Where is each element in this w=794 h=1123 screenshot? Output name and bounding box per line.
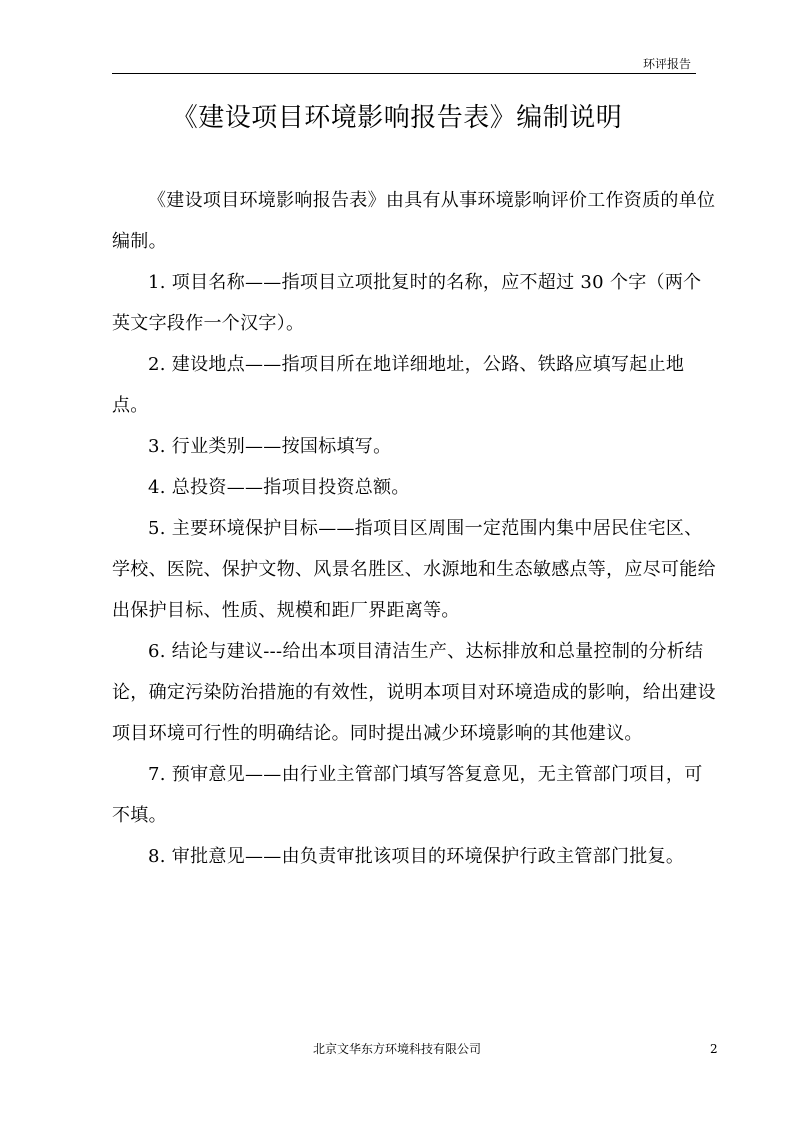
document-body xyxy=(112,180,718,877)
page-number: 2 xyxy=(710,1042,718,1056)
intro-paragraph: 《建设项目环境影响报告表》由具有从事环境影响评价工作资质的单位编制。 xyxy=(112,190,716,252)
running-header: 环评报告 xyxy=(642,57,691,71)
header-divider xyxy=(112,73,696,74)
item-pre-review: 7. 预审意见——由行业主管部门填写答复意见，无主管部门项目，可不填。 xyxy=(112,764,703,826)
item-protection-targets: 5. 主要环境保护目标——指项目区周围一定范围内集中居民住宅区、学校、医院、保护文物、风景名胜区、水源地和生态敏感点等，应尽可能给出保护目标、性质、规模和距厂界距离等。 xyxy=(112,518,716,621)
footer-company: 北京文华东方环境科技有限公司 xyxy=(312,1042,481,1056)
item-approval: 8. 审批意见——由负责审批该项目的环境保护行政主管部门批复。 xyxy=(148,846,685,867)
item-total-investment: 4. 总投资——指项目投资总额。 xyxy=(148,477,410,498)
item-industry-category: 3. 行业类别——按国标填写。 xyxy=(148,436,392,457)
page-title: 《建设项目环境影响报告表》编制说明 xyxy=(171,103,623,133)
item-project-name: 1. 项目名称——指项目立项批复时的名称，应不超过 30 个字（两个英文字段作一个汉字）。 xyxy=(112,272,702,334)
item-construction-site: 2. 建设地点——指项目所在地详细地址，公路、铁路应填写起止地点。 xyxy=(112,354,685,416)
item-conclusions: 6. 结论与建议---给出本项目清洁生产、达标排放和总量控制的分析结论，确定污染防治措施的有效性，说明本项目对环境造成的影响，给出建设项目环境可行性的明确结论。同时提出减少环境影响的其他建议。 xyxy=(112,641,716,744)
